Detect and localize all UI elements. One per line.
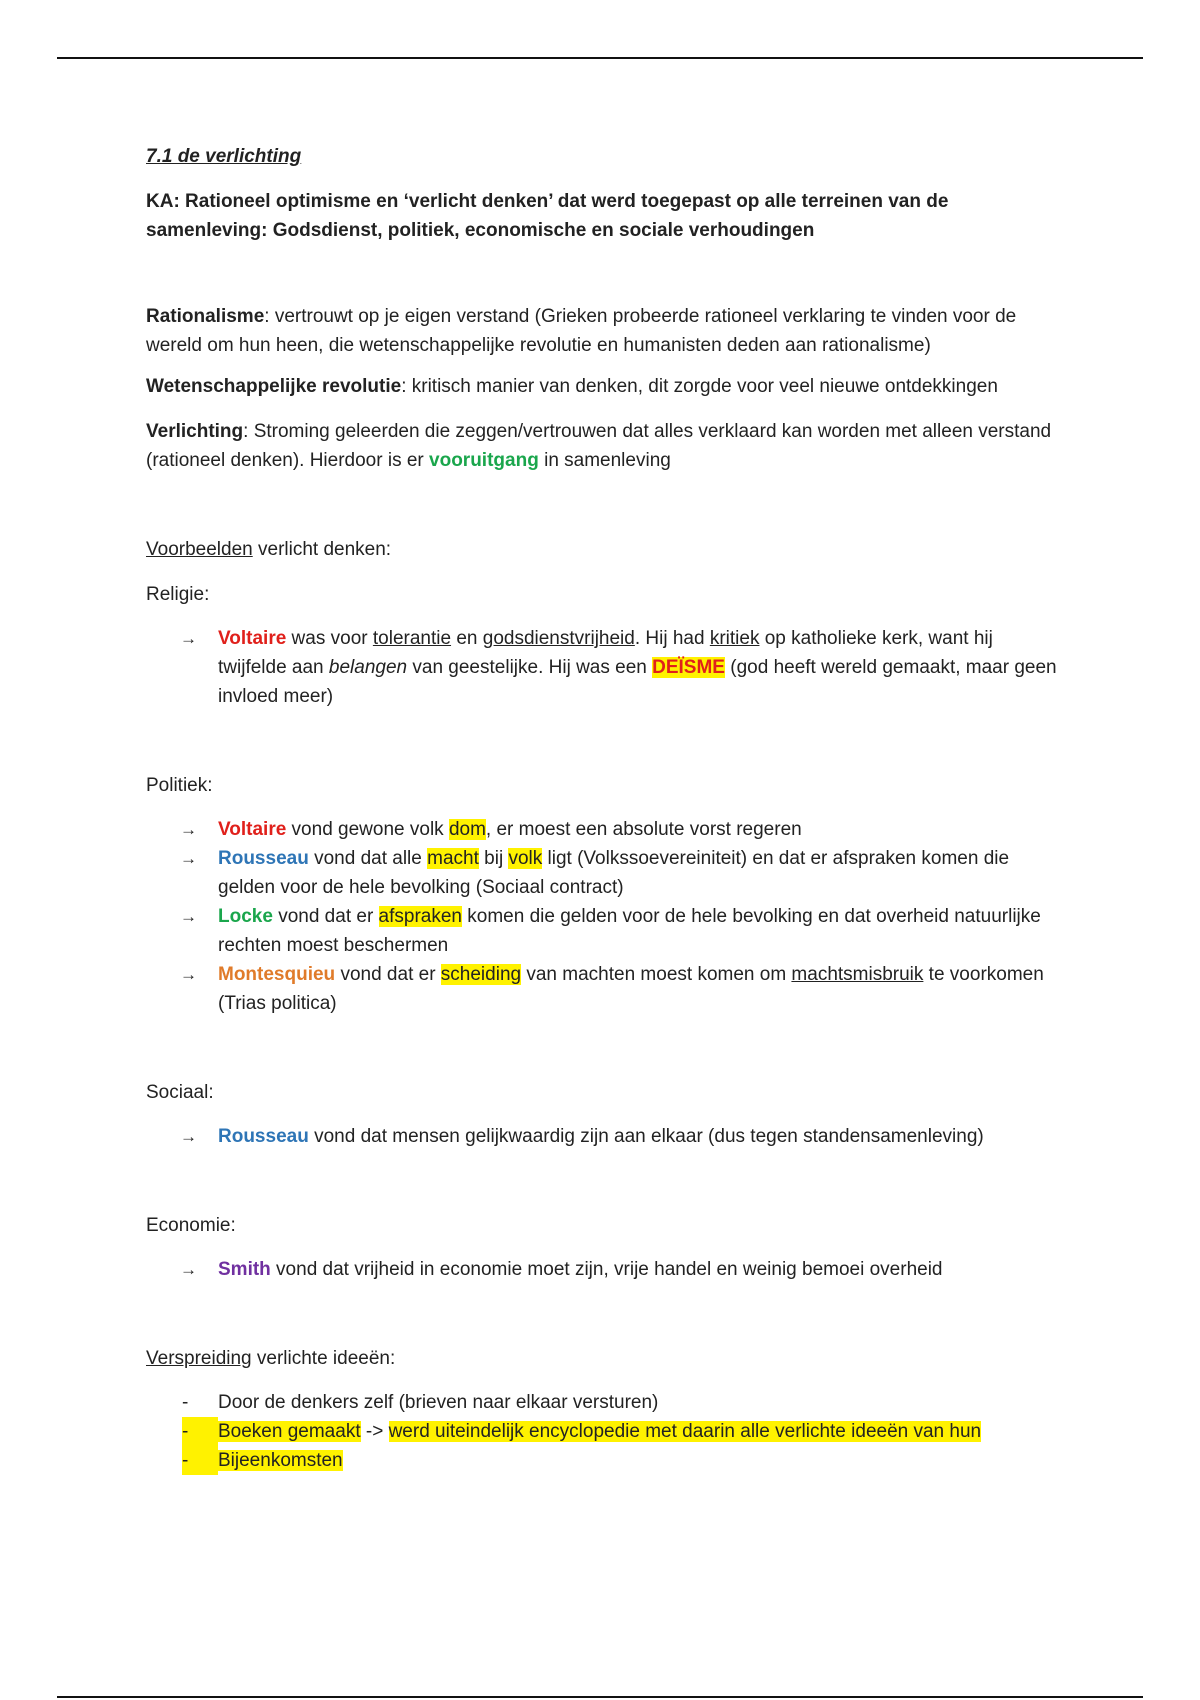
definition-wetenschappelijke-revolutie-text: : kritisch manier van denken, dit zorgde voor veel nieuwe ontdekkingen [401, 376, 998, 397]
list-item [146, 815, 1066, 844]
name-smith: Smith [218, 1259, 271, 1280]
spread-list [146, 1388, 1066, 1475]
section-title: 7.1 de verlichting [146, 146, 302, 167]
politiek-label: Politiek: [146, 775, 213, 796]
key-aspect [146, 187, 1066, 245]
highlight-scheiding: scheiding [440, 964, 522, 985]
definition-wetenschappelijke-revolutie [146, 372, 1066, 401]
examples-heading [146, 535, 1066, 564]
name-locke: Locke [218, 906, 273, 927]
sociaal-label: Sociaal: [146, 1082, 214, 1103]
economie-list [146, 1255, 1066, 1284]
list-item [146, 1446, 1066, 1475]
definition-rationalisme-text: : vertrouwt op je eigen verstand (Grieken probeerde rationeel verklaring te vinden voor de wereld om hun heen, die wetenschappelijke revolutie en humanisten deden aan rationalisme) [146, 306, 1017, 356]
name-rousseau: Rousseau [218, 848, 309, 869]
arrow-icon: → [180, 907, 197, 926]
list-item [146, 960, 1066, 1018]
highlight-dom: dom [448, 819, 486, 840]
spread-heading [146, 1344, 1066, 1373]
text: van machten moest komen om [521, 964, 792, 985]
arrow-icon: → [180, 1127, 197, 1146]
bottom-rule [57, 1696, 1143, 1698]
text: op katholieke kerk, want hij twijfelde aan [218, 628, 993, 678]
arrow-icon: → [180, 820, 197, 839]
text: was voor [286, 628, 373, 649]
text: . Hij had [634, 628, 710, 649]
key-aspect-line2: samenleving: Godsdienst, politiek, economische en sociale verhoudingen [146, 220, 815, 241]
list-item [146, 1417, 1066, 1446]
highlight-afspraken: afspraken [378, 906, 462, 927]
arrow-icon: → [180, 965, 197, 984]
politiek-list [146, 815, 1066, 1018]
text: vond dat er [272, 906, 379, 927]
text: bij [478, 848, 509, 869]
text: vond dat mensen gelijkwaardig zijn aan elkaar (dus tegen standensamenleving) [308, 1126, 984, 1147]
document-body [146, 142, 1066, 1475]
spread-heading-rest: verlichte ideeën: [251, 1348, 396, 1369]
underlined-machtsmisbruik: machtsmisbruik [791, 964, 924, 985]
arrow-text: -> [360, 1421, 389, 1442]
list-item [146, 902, 1066, 960]
list-item [146, 1255, 1066, 1284]
term-wetenschappelijke-revolutie: Wetenschappelijke revolutie [146, 376, 402, 397]
list-item [146, 1388, 1066, 1417]
text: te voorkomen (Trias politica) [218, 964, 1044, 1014]
name-voltaire: Voltaire [218, 628, 287, 649]
religie-list [146, 624, 1066, 711]
arrow-icon: → [180, 1260, 197, 1279]
definition-verlichting [146, 417, 1066, 475]
text: van geestelijke. Hij was een [407, 657, 653, 678]
list-item [146, 844, 1066, 902]
underlined-tolerantie: tolerantie [372, 628, 452, 649]
highlight-boeken-gemaakt: Boeken gemaakt [218, 1421, 361, 1442]
dash-bullet: - [182, 1392, 189, 1413]
definition-verlichting-text2: in samenleving [538, 450, 671, 471]
religie-label: Religie: [146, 584, 210, 605]
spread-item-1: Door de denkers zelf (brieven naar elkaar versturen) [218, 1392, 659, 1413]
sociaal-list [146, 1122, 1066, 1151]
economie-label: Economie: [146, 1215, 236, 1236]
term-vooruitgang: vooruitgang [429, 450, 539, 471]
examples-heading-underlined: Voorbeelden [146, 539, 253, 560]
definition-rationalisme [146, 302, 1066, 360]
highlight-macht: macht [427, 848, 479, 869]
examples-heading-rest: verlicht denken: [252, 539, 392, 560]
highlight-deisme: DEÏSME [652, 657, 725, 678]
top-rule [57, 57, 1143, 59]
text: vond gewone volk [286, 819, 449, 840]
arrow-icon: → [180, 629, 197, 648]
dash-bullet: - [182, 1446, 218, 1475]
highlight-bijeenkomsten: Bijeenkomsten [218, 1450, 343, 1471]
text: (god heeft wereld gemaakt, maar geen invloed meer) [218, 657, 1057, 707]
name-voltaire: Voltaire [218, 819, 287, 840]
text: ligt (Volkssoevereiniteit) en dat er afspraken komen die gelden voor de hele bevolking (Sociaal contract) [218, 848, 1010, 898]
spread-heading-underlined: Verspreiding [146, 1348, 252, 1369]
list-item [146, 624, 1066, 711]
arrow-icon: → [180, 849, 197, 868]
text: vond dat vrijheid in economie moet zijn, vrije handel en weinig bemoei overheid [270, 1259, 943, 1280]
underlined-kritiek: kritiek [709, 628, 760, 649]
text: komen die gelden voor de hele bevolking en dat overheid natuurlijke rechten moest beschermen [218, 906, 1041, 956]
highlight-encyclopedie: werd uiteindelijk encyclopedie met daarin alle verlichte ideeën van hun [388, 1421, 982, 1442]
list-item [146, 1122, 1066, 1151]
highlight-volk: volk [508, 848, 543, 869]
text: vond dat alle [308, 848, 428, 869]
dash-bullet: - [182, 1417, 218, 1446]
definition-verlichting-text1: : Stroming geleerden die zeggen/vertrouwen dat alles verklaard kan worden met alleen verstand (rationeel denken). Hierdoor is er [146, 421, 1052, 471]
term-verlichting: Verlichting [146, 421, 244, 442]
text: vond dat er [335, 964, 441, 985]
key-aspect-line1: KA: Rationeel optimisme en ‘verlicht denken’ dat werd toegepast op alle terreinen van de [146, 191, 949, 212]
italic-belangen: belangen [328, 657, 408, 678]
term-rationalisme: Rationalisme [146, 306, 265, 327]
text: , er moest een absolute vorst regeren [485, 819, 802, 840]
name-rousseau: Rousseau [218, 1126, 309, 1147]
text: en [451, 628, 483, 649]
underlined-godsdienstvrijheid: godsdienstvrijheid [482, 628, 635, 649]
name-montesquieu: Montesquieu [218, 964, 336, 985]
